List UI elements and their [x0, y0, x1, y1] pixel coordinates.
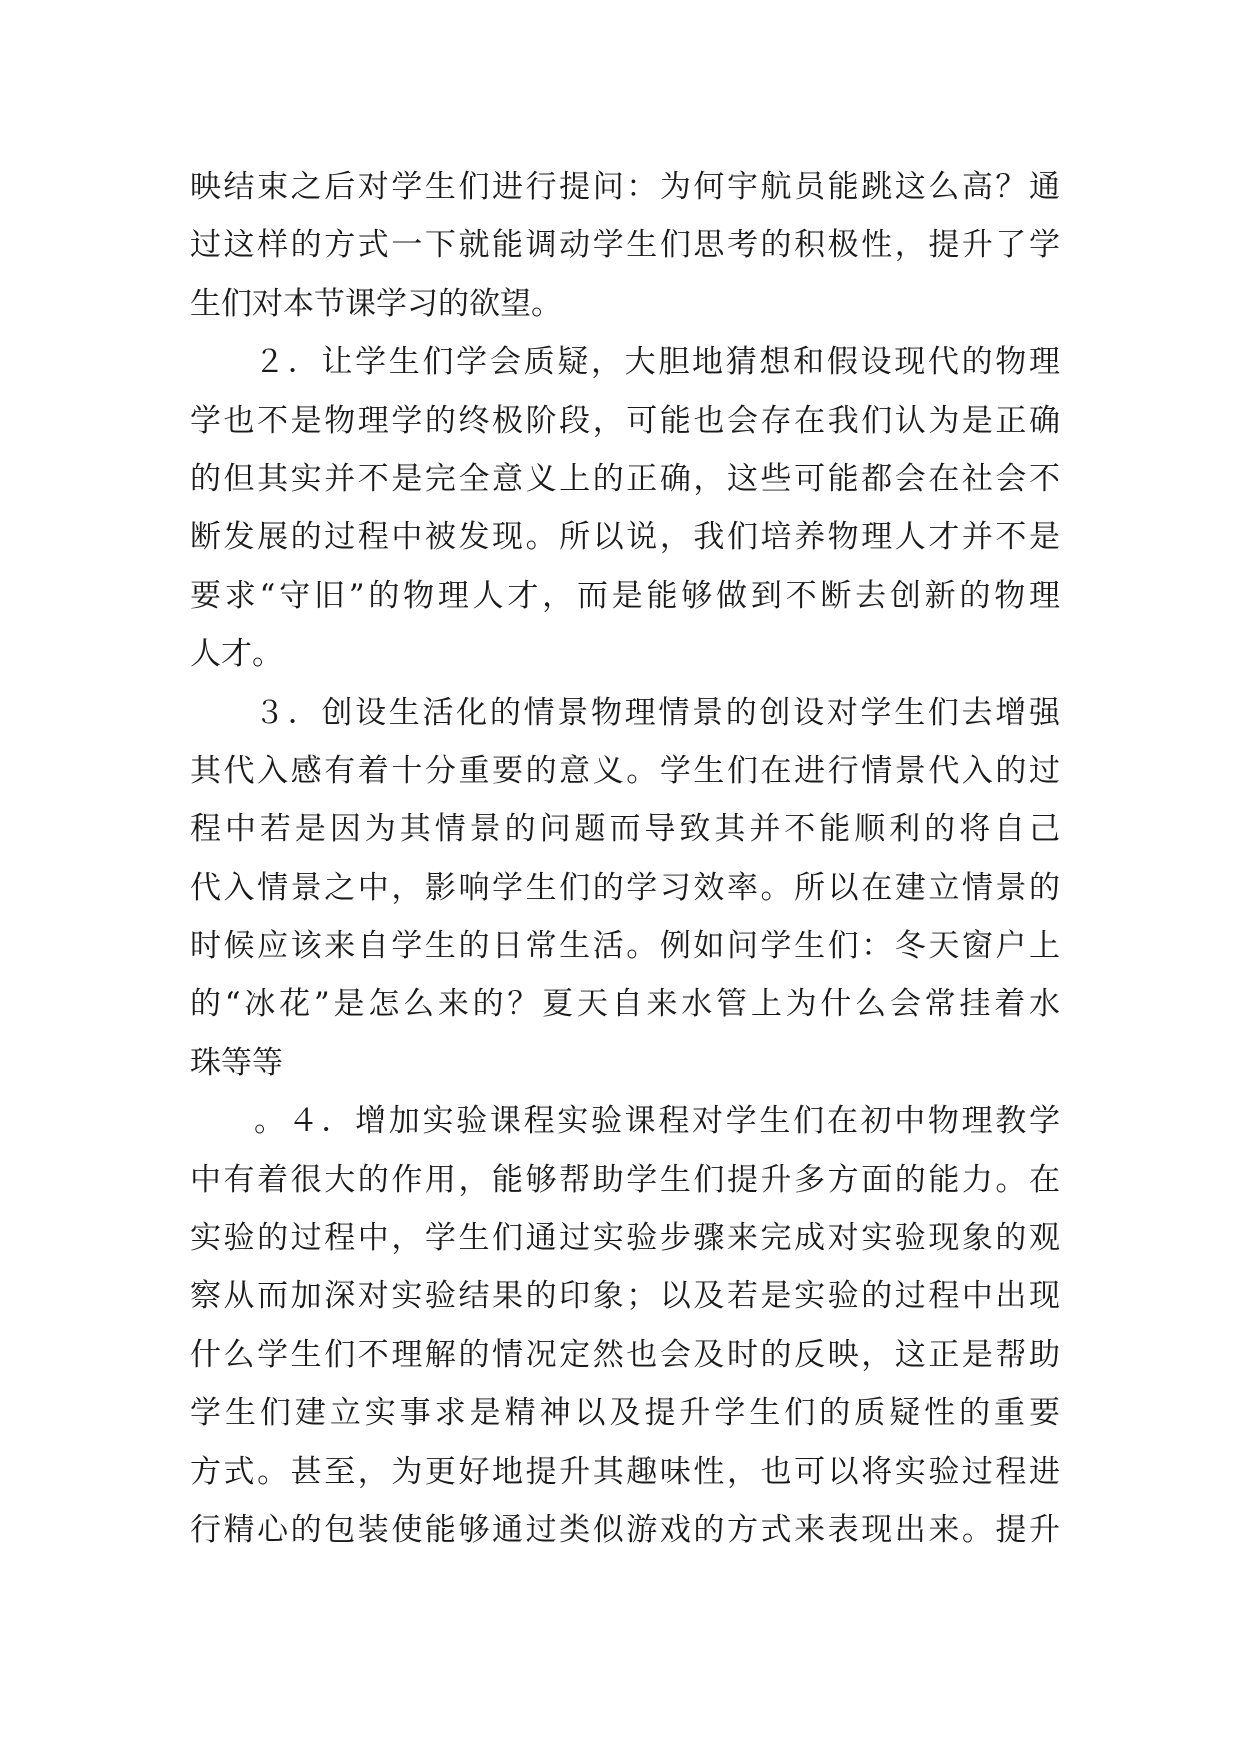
text-line: 珠等等	[190, 1044, 283, 1081]
text-line: 察从而加深对实验结果的印象；以及若是实验的过程中出现	[190, 1278, 1060, 1315]
text-line: 人才。	[190, 636, 283, 673]
text-line: 。４．增加实验课程实验课程对学生们在初中物理教学	[254, 1103, 1060, 1140]
text-line: 时候应该来自学生的日常生活。例如问学生们：冬天窗户上	[190, 928, 1060, 965]
text-line: 行精心的包装使能够通过类似游戏的方式来表现出来。提升	[190, 1511, 1060, 1548]
text-line: 实验的过程中，学生们通过实验步骤来完成对实验现象的观	[190, 1220, 1060, 1257]
text-line: 其代入感有着十分重要的意义。学生们在进行情景代入的过	[190, 752, 1060, 789]
text-line: 过这样的方式一下就能调动学生们思考的积极性，提升了学	[190, 227, 1060, 264]
text-line: ２．让学生们学会质疑，大胆地猜想和假设现代的物理	[254, 344, 1060, 381]
text-line: 方式。甚至，为更好地提升其趣味性，也可以将实验过程进	[190, 1453, 1060, 1490]
body-text	[190, 158, 1060, 1559]
text-line: 断发展的过程中被发现。所以说，我们培养物理人才并不是	[190, 519, 1060, 556]
text-line: 的但其实并不是完全意义上的正确，这些可能都会在社会不	[190, 460, 1060, 497]
text-line: 要求“守旧”的物理人才，而是能够做到不断去创新的物理	[190, 577, 1060, 614]
text-line: 中有着很大的作用，能够帮助学生们提升多方面的能力。在	[190, 1161, 1060, 1198]
text-line: 学生们建立实事求是精神以及提升学生们的质疑性的重要	[190, 1395, 1060, 1432]
text-line: 映结束之后对学生们进行提问：为何宇航员能跳这么高？通	[190, 169, 1060, 205]
text-line: 代入情景之中，影响学生们的学习效率。所以在建立情景的	[190, 869, 1060, 906]
text-line: 的“冰花”是怎么来的？夏天自来水管上为什么会常挂着水	[190, 986, 1060, 1023]
text-line: 程中若是因为其情景的问题而导致其并不能顺利的将自己	[190, 811, 1060, 848]
text-line: 什么学生们不理解的情况定然也会及时的反映，这正是帮助	[190, 1336, 1060, 1373]
text-line: 生们对本节课学习的欲望。	[190, 285, 562, 322]
text-line: 学也不是物理学的终极阶段，可能也会存在我们认为是正确	[190, 402, 1060, 439]
text-line: ３．创设生活化的情景物理情景的创设对学生们去增强	[254, 694, 1060, 731]
